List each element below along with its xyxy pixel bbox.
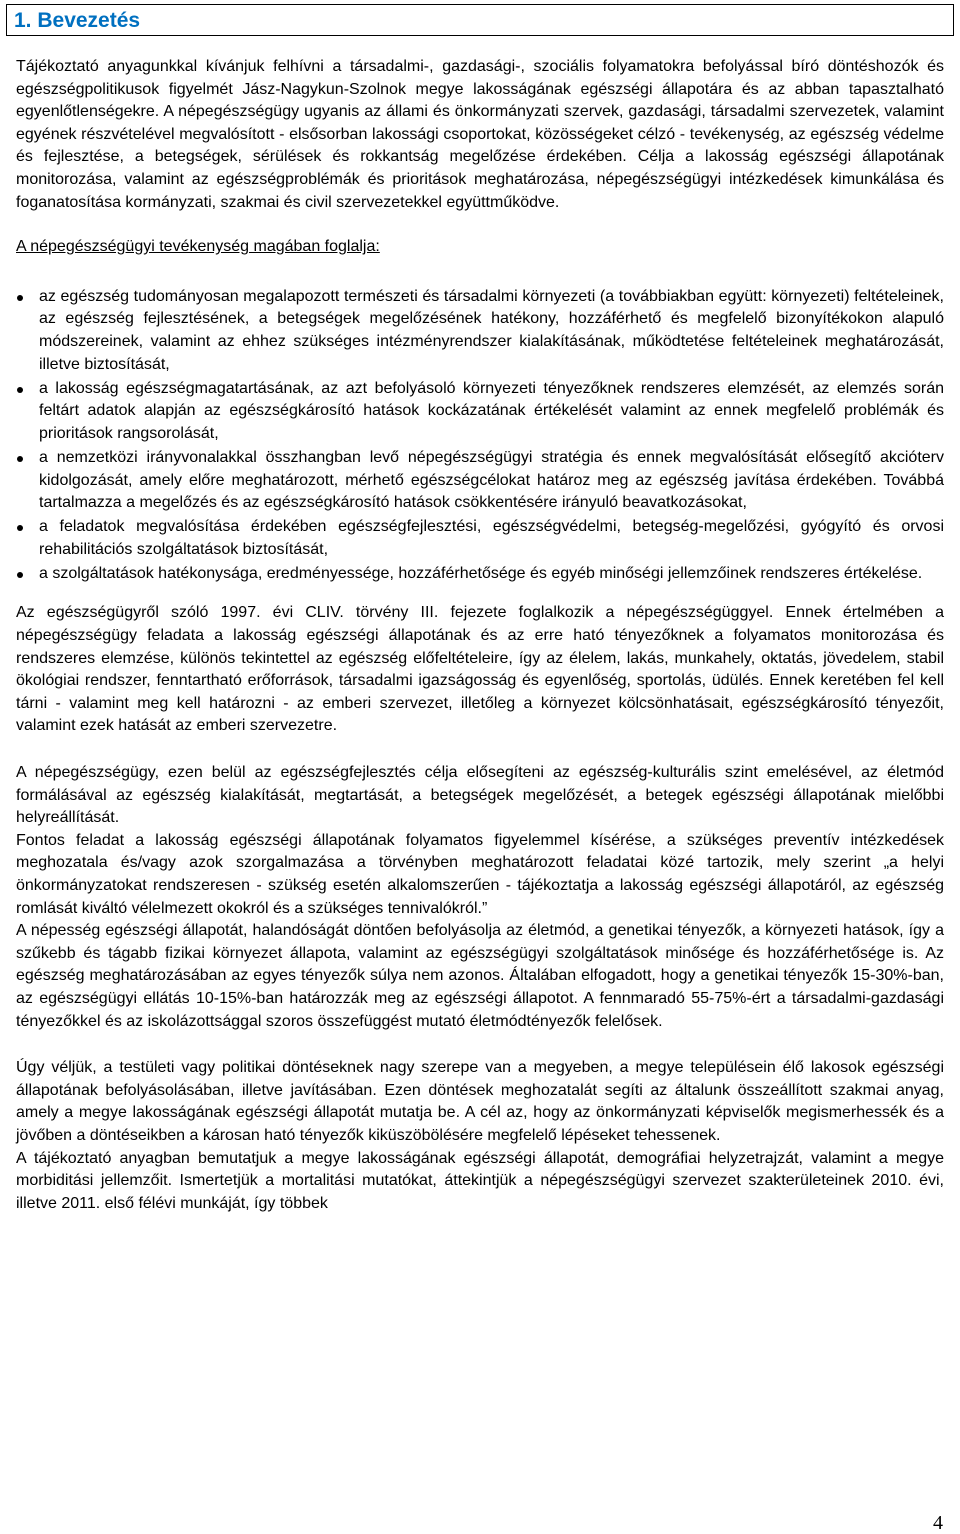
list-item xyxy=(16,563,944,586)
list-item-text: a szolgáltatások hatékonysága, eredményessége, hozzáférhetősége és egyéb minőségi jellemzőinek rendszeres értékelése. xyxy=(39,564,923,582)
activity-list xyxy=(16,286,944,586)
bullet-icon xyxy=(17,387,23,393)
intro-paragraph: Tájékoztató anyagunkkal kívánjuk felhívni a társadalmi-, gazdasági-, szociális folyamatokra befolyással bíró döntéshozók és egészségpolitikusok figyelmét Jász-Nagykun-Szolnok megye lakosságának egészségi állapotára és az abban tapasztalható egyenlőtlenségekre. A népegészségügy ugyanis az állami és önkormányzati szervek, gazdasági, társadalmi szervezetek, valamint egyének részvételével megvalósított - elsősorban lakossági csoportokat, közösségeket célzó - tevékenység, az egészség védelme és fejlesztése, a betegségek, sérülések és rokkantság megelőzése érdekében. Célja a lakosság egészségi állapotának monitorozása, valamint az egészségproblémák és prioritások meghatározása, népegészségügyi intézkedések kimunkálása és foganatosítása kormányzati, szakmai és civil szervezetekkel együttműködve. xyxy=(16,58,944,211)
bullet-icon xyxy=(17,525,23,531)
page-number: 4 xyxy=(933,1512,943,1534)
determinants-paragraph: A népesség egészségi állapotát, halandóságát döntően befolyásolja az életmód, a genetikai tényezők, a környezeti hatások, így a szűkebb és tágabb fizikai környezet állapota, valamint az egészségügyi szolgáltatások minősége és hozzáférhetősége is. Az egészség meghatározásában az egyes tényezők súlya nem azonos. Általában elfogadott, hogy a genetikai tényezők 15-30%-ban, az egészségügyi ellátás 10-15%-ban határozzák meg az egészségi állapotot. A fennmaradó 55-75%-ért a társadalmi-gazdasági tényezőkkel és az iskolázottsággal szoros összefüggést mutató életmódtényezők felelősek. xyxy=(16,922,944,1030)
list-item xyxy=(16,447,944,515)
list-item-text: az egészség tudományosan megalapozott természeti és társadalmi környezeti (a továbbiakban együtt: környezeti) feltételeinek, az egészség fejlesztésének, a betegségek megelőzésének hatékony, hozzáférhető és megfelelő bizonyítékokon alapuló módszereinek, valamint az ehhez szükséges intézményrendszer kialakításának, működtetése feltételeinek meghatározását, illetve biztosítását, xyxy=(39,287,944,373)
list-item xyxy=(16,286,944,376)
bullet-icon xyxy=(17,295,23,301)
overview-paragraph: A tájékoztató anyagban bemutatjuk a megye lakosságának egészségi állapotát, demográfiai helyzetrajzát, valamint a megye morbiditási jellemzőit. Ismertetjük a mortalitási mutatókat, áttekintjük a népegészségügyi szervezet szakterületeinek 2010. évi, illetve 2011. első félévi munkáját, így többek xyxy=(16,1149,944,1212)
list-title: A népegészségügyi tevékenység magában foglalja: xyxy=(16,238,380,256)
list-item-text: a feladatok megvalósítása érdekében egészségfejlesztési, egészségvédelmi, betegség-megelőzési, gyógyító és orvosi rehabilitációs szolgáltatások biztosítását, xyxy=(39,518,944,558)
list-item xyxy=(16,516,944,561)
bullet-icon xyxy=(17,572,23,578)
section-heading: 1. Bevezetés xyxy=(14,9,141,32)
section-heading-box xyxy=(6,4,954,36)
list-item-text: a nemzetközi irányvonalakkal összhangban levő népegészségügyi stratégia és ennek megvalósítását elősegítő akcióterv kidolgozását, amely előre meghatározott, mérhető egészségcélokat határoz meg az egészség javítása érdekében. Továbbá tartalmazza a megelőzés és az egészségkárosító hatások csökkentésére irányuló beavatkozásokat, xyxy=(39,448,944,512)
list-item xyxy=(16,378,944,446)
list-item-text: a lakosság egészségmagatartásának, az azt befolyásoló környezeti tényezőknek rendszeres elemzését, az elemzés során feltárt adatok alapján az egészségkárosító hatások kockázatának értékelését valamint az ennek megfelelő problémák és prioritások rangsorolását, xyxy=(39,379,944,442)
decisions-paragraph: Úgy véljük, a testületi vagy politikai döntéseknek nagy szerepe van a megyeben, a megye településein élő lakosok egészségi állapotának befolyásolásában, illetve javításában. Ezen döntések meghozatalát segíti az általunk összeállított szakmai anyag, amely a megye lakosságának egészségi állapotát mutatja be. A cél az, hogy az önkormányzati képviselők megismerhessék és a jövőben a döntéseikben a károsan ható tényezők kiküszöbölésére megfelelő lépéseket tehessenek. xyxy=(16,1059,944,1144)
monitoring-paragraph: Fontos feladat a lakosság egészségi állapotának folyamatos figyelemmel kísérése, a szükséges preventív intézkedések meghozatala és/vagy azok szorgalmazása a törvényben meghatározott feladatai közé tartozik, mely szerint „a helyi önkormányzatokat rendszeresen - szükség esetén alkalomszerűen - tájékoztatja a lakosság egészségi állapotáról, az egészség romlását kiváltó vélelmezett okokról és a szükséges tennivalókról.” xyxy=(16,831,944,917)
health-promotion-paragraph: A népegészségügy, ezen belül az egészségfejlesztés célja elősegíteni az egészség-kulturális szint emelésével, az életmód formálásával az egészség kialakítását, megtartását, a betegségek megelőzését, a betegek egészségi állapotának mielőbbi helyreállítását. xyxy=(16,764,944,827)
law-paragraph: Az egészségügyről szóló 1997. évi CLIV. törvény III. fejezete foglalkozik a népegészségüggyel. Ennek értelmében a népegészségügy feladata a lakosság egészségi állapotának és az erre ható tényezőknek a folyamatos monitorozása és rendszeres elemzése, különös tekintettel az egészség előfeltételeire, így az élelem, lakás, munkahely, oktatás, jövedelem, stabil ökológiai rendszer, fenntartható erőforrások, társadalmi igazságosság és egyenlőség, sportolás, üdülés. Ennek keretében fel kell tárni - valamint meg kell határozni - az emberi szervezet, illetőleg a környezet kölcsönhatásait, egészségkárosító tényezőit, valamint ezek hatását az emberi szervezetre. xyxy=(16,604,944,735)
bullet-icon xyxy=(17,456,23,462)
document-body xyxy=(16,56,944,1215)
